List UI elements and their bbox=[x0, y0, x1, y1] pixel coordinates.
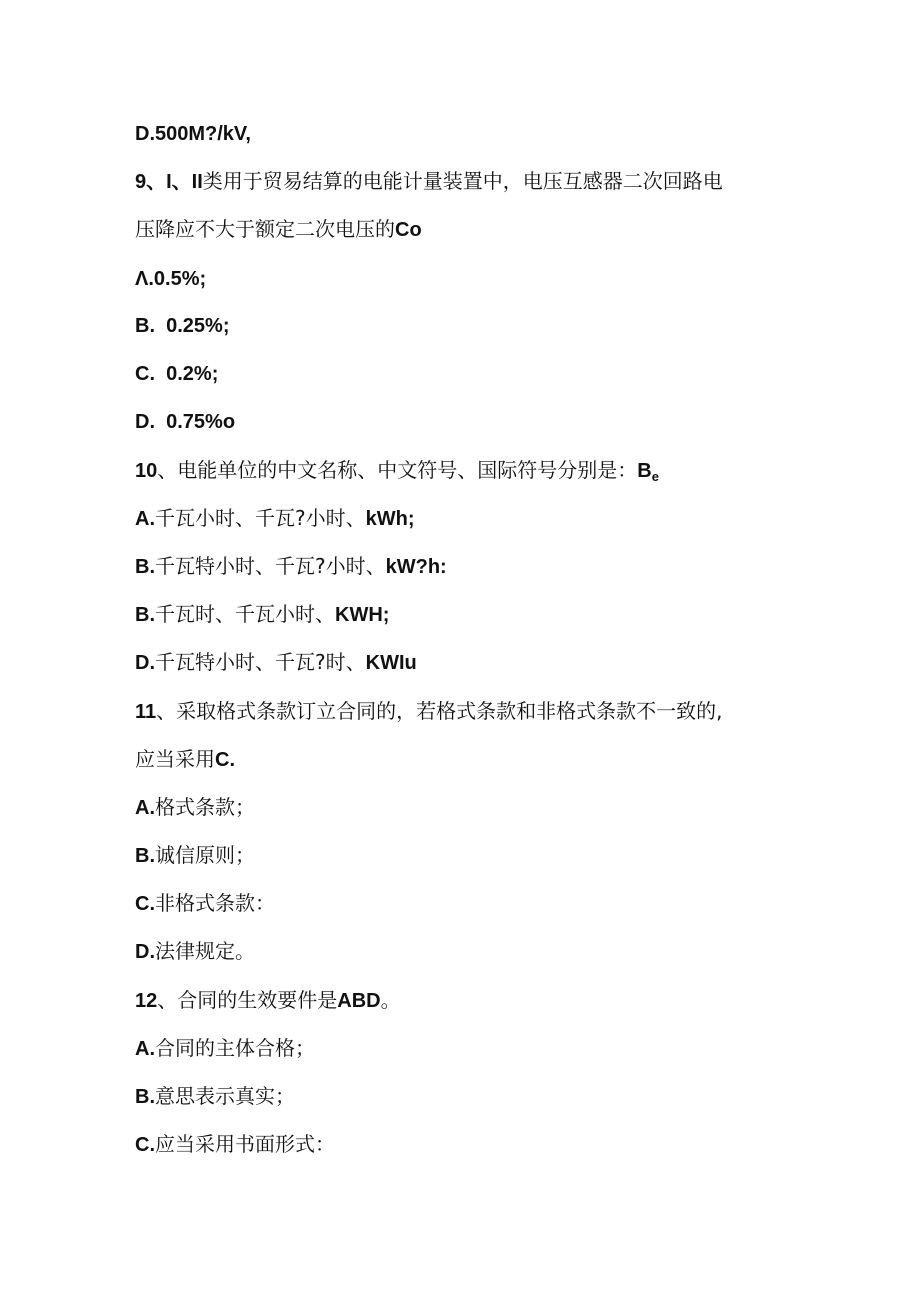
option-label: C. bbox=[135, 893, 155, 915]
option-label: D.500M?/kV, bbox=[135, 123, 251, 145]
option-label: B. bbox=[135, 604, 155, 626]
answer-option-line bbox=[135, 119, 251, 148]
answer-option-line bbox=[135, 504, 415, 533]
question-line bbox=[135, 697, 723, 726]
question-line bbox=[135, 986, 401, 1015]
question-line bbox=[135, 167, 723, 196]
option-text: 千瓦小时、千瓦?小时、 bbox=[155, 506, 366, 530]
option-text: 非格式条款： bbox=[155, 891, 275, 915]
option-text: C. 0.2%; bbox=[135, 363, 219, 385]
answer-option-line bbox=[135, 359, 218, 388]
option-text: 意思表示真实； bbox=[155, 1084, 295, 1108]
answer-option-line bbox=[135, 407, 235, 436]
option-label: D. bbox=[135, 652, 155, 674]
option-text: 应当采用书面形式： bbox=[155, 1132, 335, 1156]
option-symbol: kW?h: bbox=[385, 556, 447, 578]
option-text: 法律规定。 bbox=[155, 939, 255, 963]
answer-option-line bbox=[135, 1082, 295, 1111]
question-text: 类用于贸易结算的电能计量装置中，电压互感器二次回路电 bbox=[202, 169, 723, 193]
question-answer: Co bbox=[395, 219, 422, 241]
option-symbol: KWIu bbox=[365, 652, 417, 674]
option-label: C. bbox=[135, 1134, 155, 1156]
option-label: A. bbox=[135, 1038, 155, 1060]
answer-option-line bbox=[135, 793, 255, 822]
answer-option-line bbox=[135, 841, 255, 870]
option-text: 千瓦时、千瓦小时、 bbox=[155, 602, 335, 626]
option-label: B. bbox=[135, 845, 155, 867]
question-number: 12 bbox=[135, 990, 158, 1012]
option-text: 格式条款； bbox=[155, 795, 255, 819]
question-text: 、电能单位的中文名称、中文符号、国际符号分别是： bbox=[157, 458, 638, 482]
option-text: 诚信原则； bbox=[155, 843, 255, 867]
answer-option-line bbox=[135, 1130, 335, 1159]
option-label: B. bbox=[135, 1086, 155, 1108]
question-line bbox=[135, 456, 659, 491]
option-label: A. bbox=[135, 508, 155, 530]
question-number: 10 bbox=[135, 460, 158, 482]
option-text: Λ.0.5%; bbox=[135, 268, 207, 290]
question-text: 、采取格式条款订立合同的，若格式条款和非格式条款不一致的, bbox=[156, 699, 723, 723]
answer-option-line bbox=[135, 889, 275, 918]
question-line bbox=[135, 215, 422, 244]
option-text: B. 0.25%; bbox=[135, 315, 230, 337]
question-text: 、合同的生效要件是 bbox=[157, 988, 338, 1012]
option-text: 千瓦特小时、千瓦?小时、 bbox=[155, 554, 386, 578]
answer-option-line bbox=[135, 600, 389, 629]
option-symbol: KWH; bbox=[335, 604, 390, 626]
option-label: B. bbox=[135, 556, 155, 578]
option-text: 合同的主体合格； bbox=[155, 1036, 315, 1060]
question-answer: ABD bbox=[337, 990, 381, 1012]
question-number: 11 bbox=[135, 701, 157, 723]
answer-option-line bbox=[135, 937, 255, 966]
question-answer: C. bbox=[215, 749, 235, 771]
option-symbol: kWh; bbox=[365, 508, 415, 530]
question-text: 压降应不大于额定二次电压的 bbox=[135, 217, 395, 241]
option-label: D. bbox=[135, 941, 155, 963]
question-text-end: 。 bbox=[380, 988, 401, 1012]
question-answer-subscript: e bbox=[651, 469, 659, 484]
answer-option-line bbox=[135, 552, 447, 581]
answer-option-line bbox=[135, 648, 417, 677]
answer-option-line bbox=[135, 264, 206, 293]
question-number: 9、I、II bbox=[135, 171, 203, 193]
option-text: D. 0.75%o bbox=[135, 411, 236, 433]
question-line bbox=[135, 745, 235, 774]
question-text: 应当采用 bbox=[135, 747, 215, 771]
answer-option-line bbox=[135, 311, 229, 340]
answer-option-line bbox=[135, 1034, 315, 1063]
option-label: A. bbox=[135, 797, 155, 819]
option-text: 千瓦特小时、千瓦?时、 bbox=[155, 650, 366, 674]
question-answer: B bbox=[637, 460, 652, 482]
